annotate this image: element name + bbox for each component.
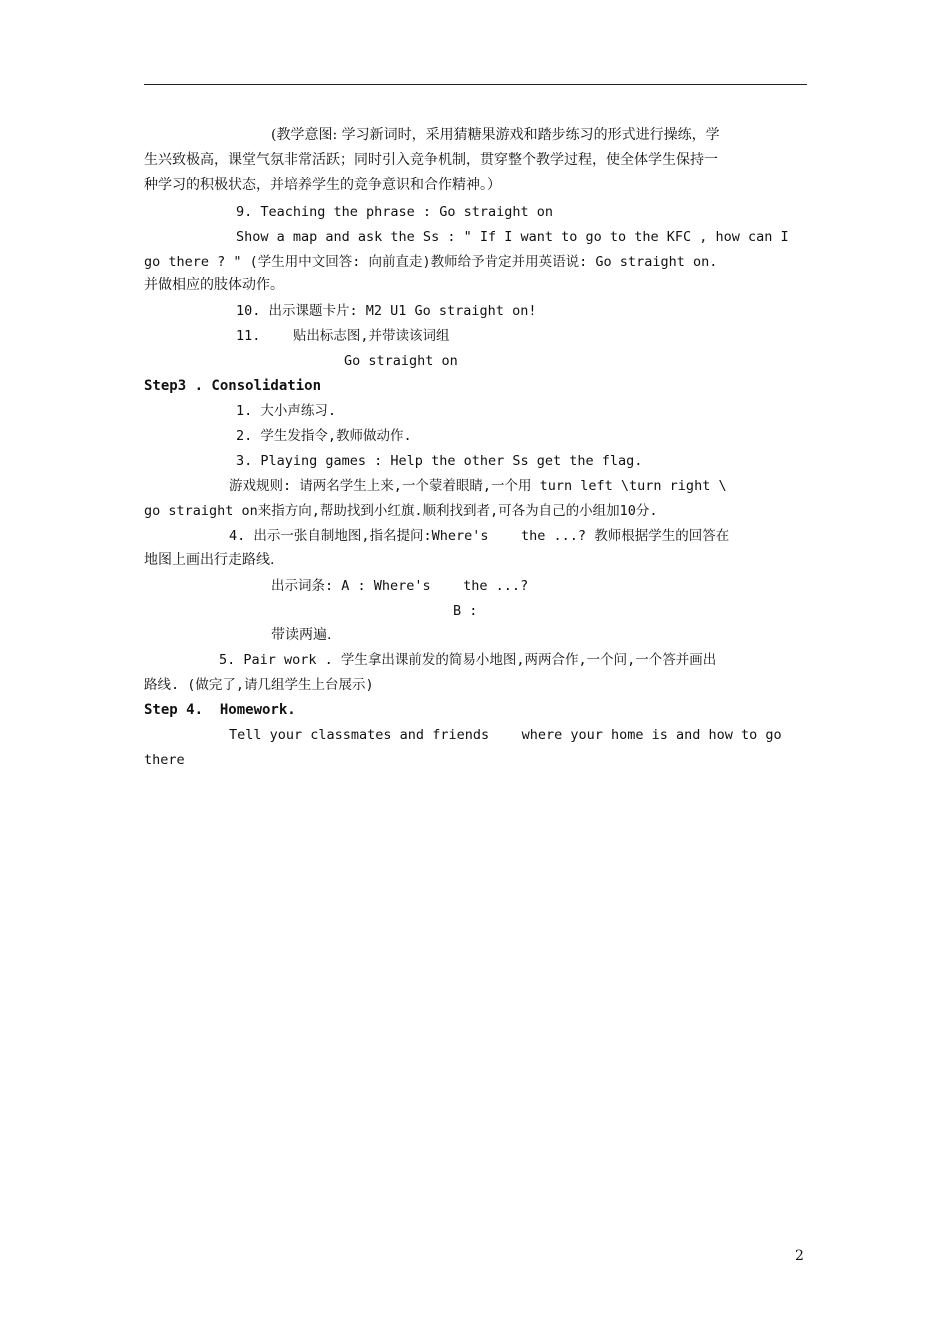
- item-9-map-line-3: 并做相应的肢体动作。: [144, 277, 284, 293]
- read-twice: 带读两遍.: [271, 627, 332, 643]
- item-9-map-line-1: Show a map and ask the Ss : " If I want to go to the KFC , how can I: [236, 229, 789, 245]
- consolidation-item-3: 3. Playing games : Help the other Ss get the flag.: [236, 453, 643, 469]
- consolidation-item-4-line-1: 4. 出示一张自制地图,指名提问:Where's the ...? 教师根据学生的回答在: [229, 528, 730, 544]
- step4-heading: Step 4. Homework.: [144, 702, 296, 718]
- homework-line-2: there: [144, 752, 185, 768]
- intent-line-1: (教学意图: 学习新词时，采用猜糖果游戏和踏步练习的形式进行操练，学: [271, 127, 720, 143]
- consolidation-item-5-line-2: 路线. (做完了,请几组学生上台展示): [144, 677, 374, 693]
- word-strip-b: B :: [453, 603, 478, 619]
- consolidation-item-2: 2. 学生发指令,教师做动作.: [236, 428, 412, 444]
- consolidation-item-4-line-2: 地图上画出行走路线.: [144, 552, 275, 568]
- intent-line-3: 种学习的积极状态，并培养学生的竞争意识和合作精神。）: [144, 177, 501, 193]
- phrase-go-straight-on: Go straight on: [344, 353, 458, 369]
- homework-line-1: Tell your classmates and friends where your home is and how to go: [229, 727, 782, 743]
- page-number: 2: [795, 1248, 804, 1264]
- word-strip-a: 出示词条: A : Where's the ...?: [271, 578, 529, 594]
- item-9: 9. Teaching the phrase : Go straight on: [236, 204, 553, 220]
- game-rules-line-2: go straight on来指方向,帮助找到小红旗.顺利找到者,可各为自己的小组加10分.: [144, 503, 658, 519]
- header-rule: [144, 84, 807, 85]
- item-9-map-line-2: go there ? " (学生用中文回答: 向前直走)教师给予肯定并用英语说: Go straight on.: [144, 254, 718, 270]
- step3-heading: Step3 . Consolidation: [144, 378, 322, 394]
- consolidation-item-1: 1. 大小声练习.: [236, 403, 337, 419]
- consolidation-item-5-line-1: 5. Pair work . 学生拿出课前发的简易小地图,两两合作,一个问,一个答并画出: [219, 652, 717, 668]
- game-rules-line-1: 游戏规则: 请两名学生上来,一个蒙着眼睛,一个用 turn left \turn right \: [229, 478, 727, 494]
- item-11: 11. 贴出标志图,并带读该词组: [236, 328, 450, 344]
- intent-line-2: 生兴致极高，课堂气氛非常活跃；同时引入竞争机制，贯穿整个教学过程，使全体学生保持一: [144, 152, 718, 168]
- item-10: 10. 出示课题卡片: M2 U1 Go straight on!: [236, 303, 537, 319]
